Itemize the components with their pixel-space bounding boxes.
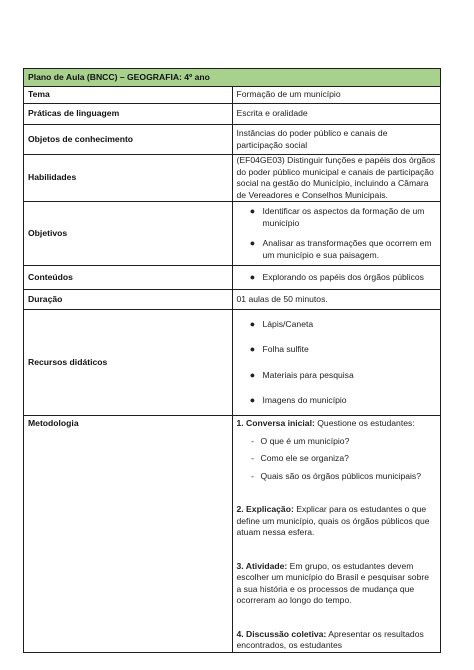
tema-label: Tema [24, 87, 233, 104]
praticas-label: Práticas de linguagem [24, 104, 233, 125]
objetivos-row [24, 202, 441, 266]
habilidades-row [24, 155, 441, 202]
step-2: 2. Explicação: Explicar para os estudantes o que define um município, quais os órgãos públicos que atuam nessa esfera. [236, 504, 430, 537]
recurso-item: ● Lápis/Caneta [237, 319, 437, 331]
recurso-item: ● Imagens do município [237, 395, 437, 407]
conteudos-cell [232, 266, 441, 290]
recurso-item: ● Folha sulfite [237, 344, 437, 356]
step-1: 1. Conversa inicial: Questione os estudantes: [236, 418, 415, 428]
question-item: - Quais são os órgãos públicos municipais? [251, 470, 422, 481]
objetos-label: Objetos de conhecimento [24, 125, 233, 155]
recurso-item: ● Materiais para pesquisa [237, 370, 437, 382]
conteudos-row [24, 266, 441, 290]
step-3: 3. Atividade: Em grupo, os estudantes devem escolher um município do Brasil e pesquisar sobre a sua história e os processos de mudança que ocorreram ao longo do tempo. [236, 560, 429, 605]
objetivos-label: Objetivos [24, 202, 233, 266]
step-4: 4. Discussão coletiva: Apresentar os resultados encontrados, os estudantes [236, 628, 424, 650]
objetivo-item: ● Identificar os aspectos da formação de um município [237, 206, 437, 229]
duracao-row [24, 290, 441, 310]
bullet-icon: ● [249, 344, 256, 354]
bullet-icon: ● [249, 395, 256, 405]
objetos-value: Instâncias do poder público e canais de participação social [232, 125, 441, 155]
bullet-icon: ● [249, 318, 256, 329]
objetos-row [24, 125, 441, 155]
question-item: - O que é um município? [251, 435, 350, 446]
conteudos-label: Conteúdos [24, 266, 233, 290]
header-row [24, 69, 441, 87]
recursos-row [24, 310, 441, 416]
question-item: - Como ele se organiza? [251, 453, 349, 463]
metodologia-cell [232, 416, 441, 653]
conteudo-item: ● Explorando os papéis dos órgãos públicos [237, 272, 437, 284]
lesson-plan-table [23, 68, 441, 653]
bullet-icon: ● [249, 369, 256, 380]
recursos-label: Recursos didáticos [24, 310, 233, 416]
duracao-value: 01 aulas de 50 minutos. [232, 290, 441, 310]
duracao-label: Duração [24, 290, 233, 310]
tema-value: Formação de um município [232, 87, 441, 104]
tema-row [24, 87, 441, 104]
metodologia-row [24, 416, 441, 653]
objetivo-item: ● Analisar as transformações que ocorrem em um município e sua paisagem. [237, 238, 437, 261]
bullet-icon: ● [249, 271, 256, 282]
bullet-icon: ● [249, 238, 256, 248]
plan-title: Plano de Aula (BNCC) – GEOGRAFIA: 4º ano [24, 69, 441, 87]
praticas-row [24, 104, 441, 125]
bullet-icon: ● [249, 206, 256, 216]
metodologia-label: Metodologia [24, 416, 233, 653]
praticas-value: Escrita e oralidade [232, 104, 441, 125]
recursos-cell [232, 310, 441, 416]
objetivos-cell [232, 202, 441, 266]
habilidades-label: Habilidades [24, 155, 233, 202]
habilidades-value: (EF04GE03) Distinguir funções e papéis dos órgãos do poder público municipal e canais de participação social na gestão do Município, incluindo a Câmara de Vereadores e Conselhos Municipais. [232, 155, 441, 202]
